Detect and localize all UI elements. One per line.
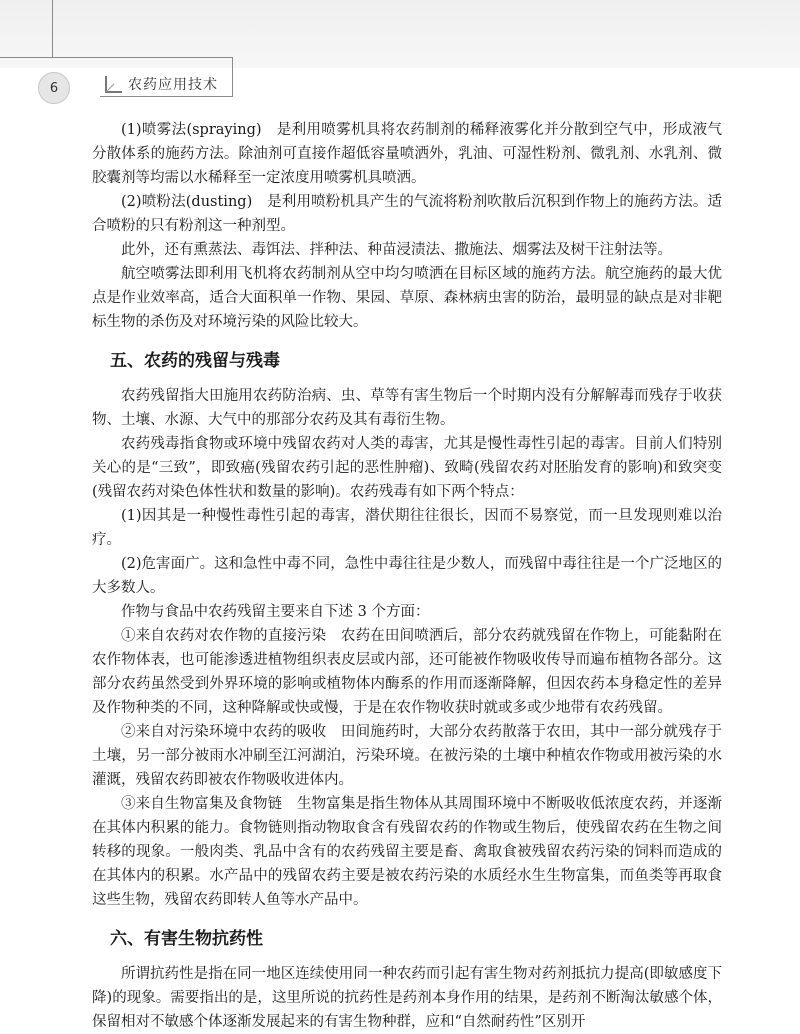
paragraph-spraying: (1)喷雾法(spraying) 是利用喷雾机具将农药制剂的稀释液雾化并分散到空气中，形成液气分散体系的施药方法。除油剂可直接作超低容量喷洒外，乳油、可湿性粉剂、微乳剂、水乳剂、微胶囊剂等均需以水稀释至一定浓度用喷雾机具喷洒。 <box>92 122 722 186</box>
section-heading-residue: 五、农药的残留与残毒 <box>110 351 280 371</box>
section-heading-resistance: 六、有害生物抗药性 <box>110 929 263 949</box>
paragraph-resistance-definition: 所谓抗药性是指在同一地区连续使用同一种农药而引起有害生物对药剂抵抗力提高(即敏感度下降)的现象。需要指出的是，这里所说的抗药性是药剂本身作用的结果，是药剂不断淘汰敏感个体，保留相对不敏感个体逐渐发展起来的有害生物种群，应和“自然耐药性”区别开 <box>92 966 722 1030</box>
paragraph-aerial-spraying: 航空喷雾法即利用飞机将农药制剂从空中均匀喷洒在目标区域的施药方法。航空施药的最大优点是作业效率高，适合大面积单一作物、果园、草原、森林病虫害的防治，最明显的缺点是对非靶标生物的杀伤及对环境污染的风险比较大。 <box>92 266 722 330</box>
running-title-rule-vertical <box>232 57 233 97</box>
paragraph-sources-intro: 作物与食品中农药残留主要来自下述 3 个方面： <box>121 604 430 620</box>
paragraph-residual-toxicity: 农药残毒指食物或环境中残留农药对人类的毒害，尤其是慢性毒性引起的毒害。目前人们特别关心的是“三致”，即致癌(残留农药引起的恶性肿瘤)、致畸(残留农药对胚胎发育的影响)和致突变(残留农药对染色体性状和数量的影响)。农药残毒有如下两个特点： <box>92 436 722 500</box>
paragraph-source-2: ②来自对污染环境中农药的吸收 田间施药时，大部分农药散落于农田，其中一部分就残存于土壤，另一部分被雨水冲刷至江河湖泊，污染环境。在被污染的土壤中种植农作物或用被污染的水灌溉，残留农药即被农作物吸收进体内。 <box>92 724 722 788</box>
paragraph-residue-definition: 农药残留指大田施用农药防治病、虫、草等有害生物后一个时期内没有分解解毒而残存于收获物、土壤、水源、大气中的那部分农药及其有毒衍生物。 <box>92 388 722 428</box>
running-title-rule <box>100 96 232 97</box>
paragraph-source-3: ③来自生物富集及食物链 生物富集是指生物体从其周围环境中不断吸收低浓度农药，并逐渐在其体内积累的能力。食物链则指动物取食含有残留农药的作物或生物后，使残留农药在生物之间转移的现象。一般肉类、乳品中含有的农药残留主要是畜、禽取食被残留农药污染的饲料而造成的在其体内的积累。水产品中的残留农药主要是被农药污染的水质经水生生物富集，而鱼类等再取食这些生物，残留农药即转人鱼等水产品中。 <box>92 796 722 908</box>
header-divider <box>0 57 232 58</box>
page-body <box>92 118 722 1034</box>
running-title: 农药应用技术 <box>128 77 218 93</box>
page-number-badge: 6 <box>38 72 70 104</box>
corner-bracket-icon <box>104 74 124 94</box>
paragraph-feature-1: (1)因其是一种慢性毒性引起的毒害，潜伏期往往很长，因而不易察觉，而一旦发现则难以治疗。 <box>92 508 722 548</box>
paragraph-other-methods: 此外，还有熏蒸法、毒饵法、拌种法、种苗浸渍法、撒施法、烟雾法及树干注射法等。 <box>121 242 672 258</box>
header-divider-vertical <box>52 0 53 57</box>
paragraph-feature-2: (2)危害面广。这和急性中毒不同，急性中毒往往是少数人，而残留中毒往往是一个广泛地区的大多数人。 <box>92 556 722 596</box>
paragraph-dusting: (2)喷粉法(dusting) 是利用喷粉机具产生的气流将粉剂吹散后沉积到作物上的施药方法。适合喷粉的只有粉剂这一种剂型。 <box>92 194 722 234</box>
paragraph-source-1: ①来自农药对农作物的直接污染 农药在田间喷洒后，部分农药就残留在作物上，可能黏附在农作物体表，也可能渗透进植物组织表皮层或内部，还可能被作物吸收传导而遍布植物各部分。这部分农药虽然受到外界环境的影响或植物体内酶系的作用而逐渐降解，但因农药本身稳定性的差异及作物种类的不同，这种降解或快或慢，于是在农作物收获时就或多或少地带有农药残留。 <box>92 628 722 716</box>
